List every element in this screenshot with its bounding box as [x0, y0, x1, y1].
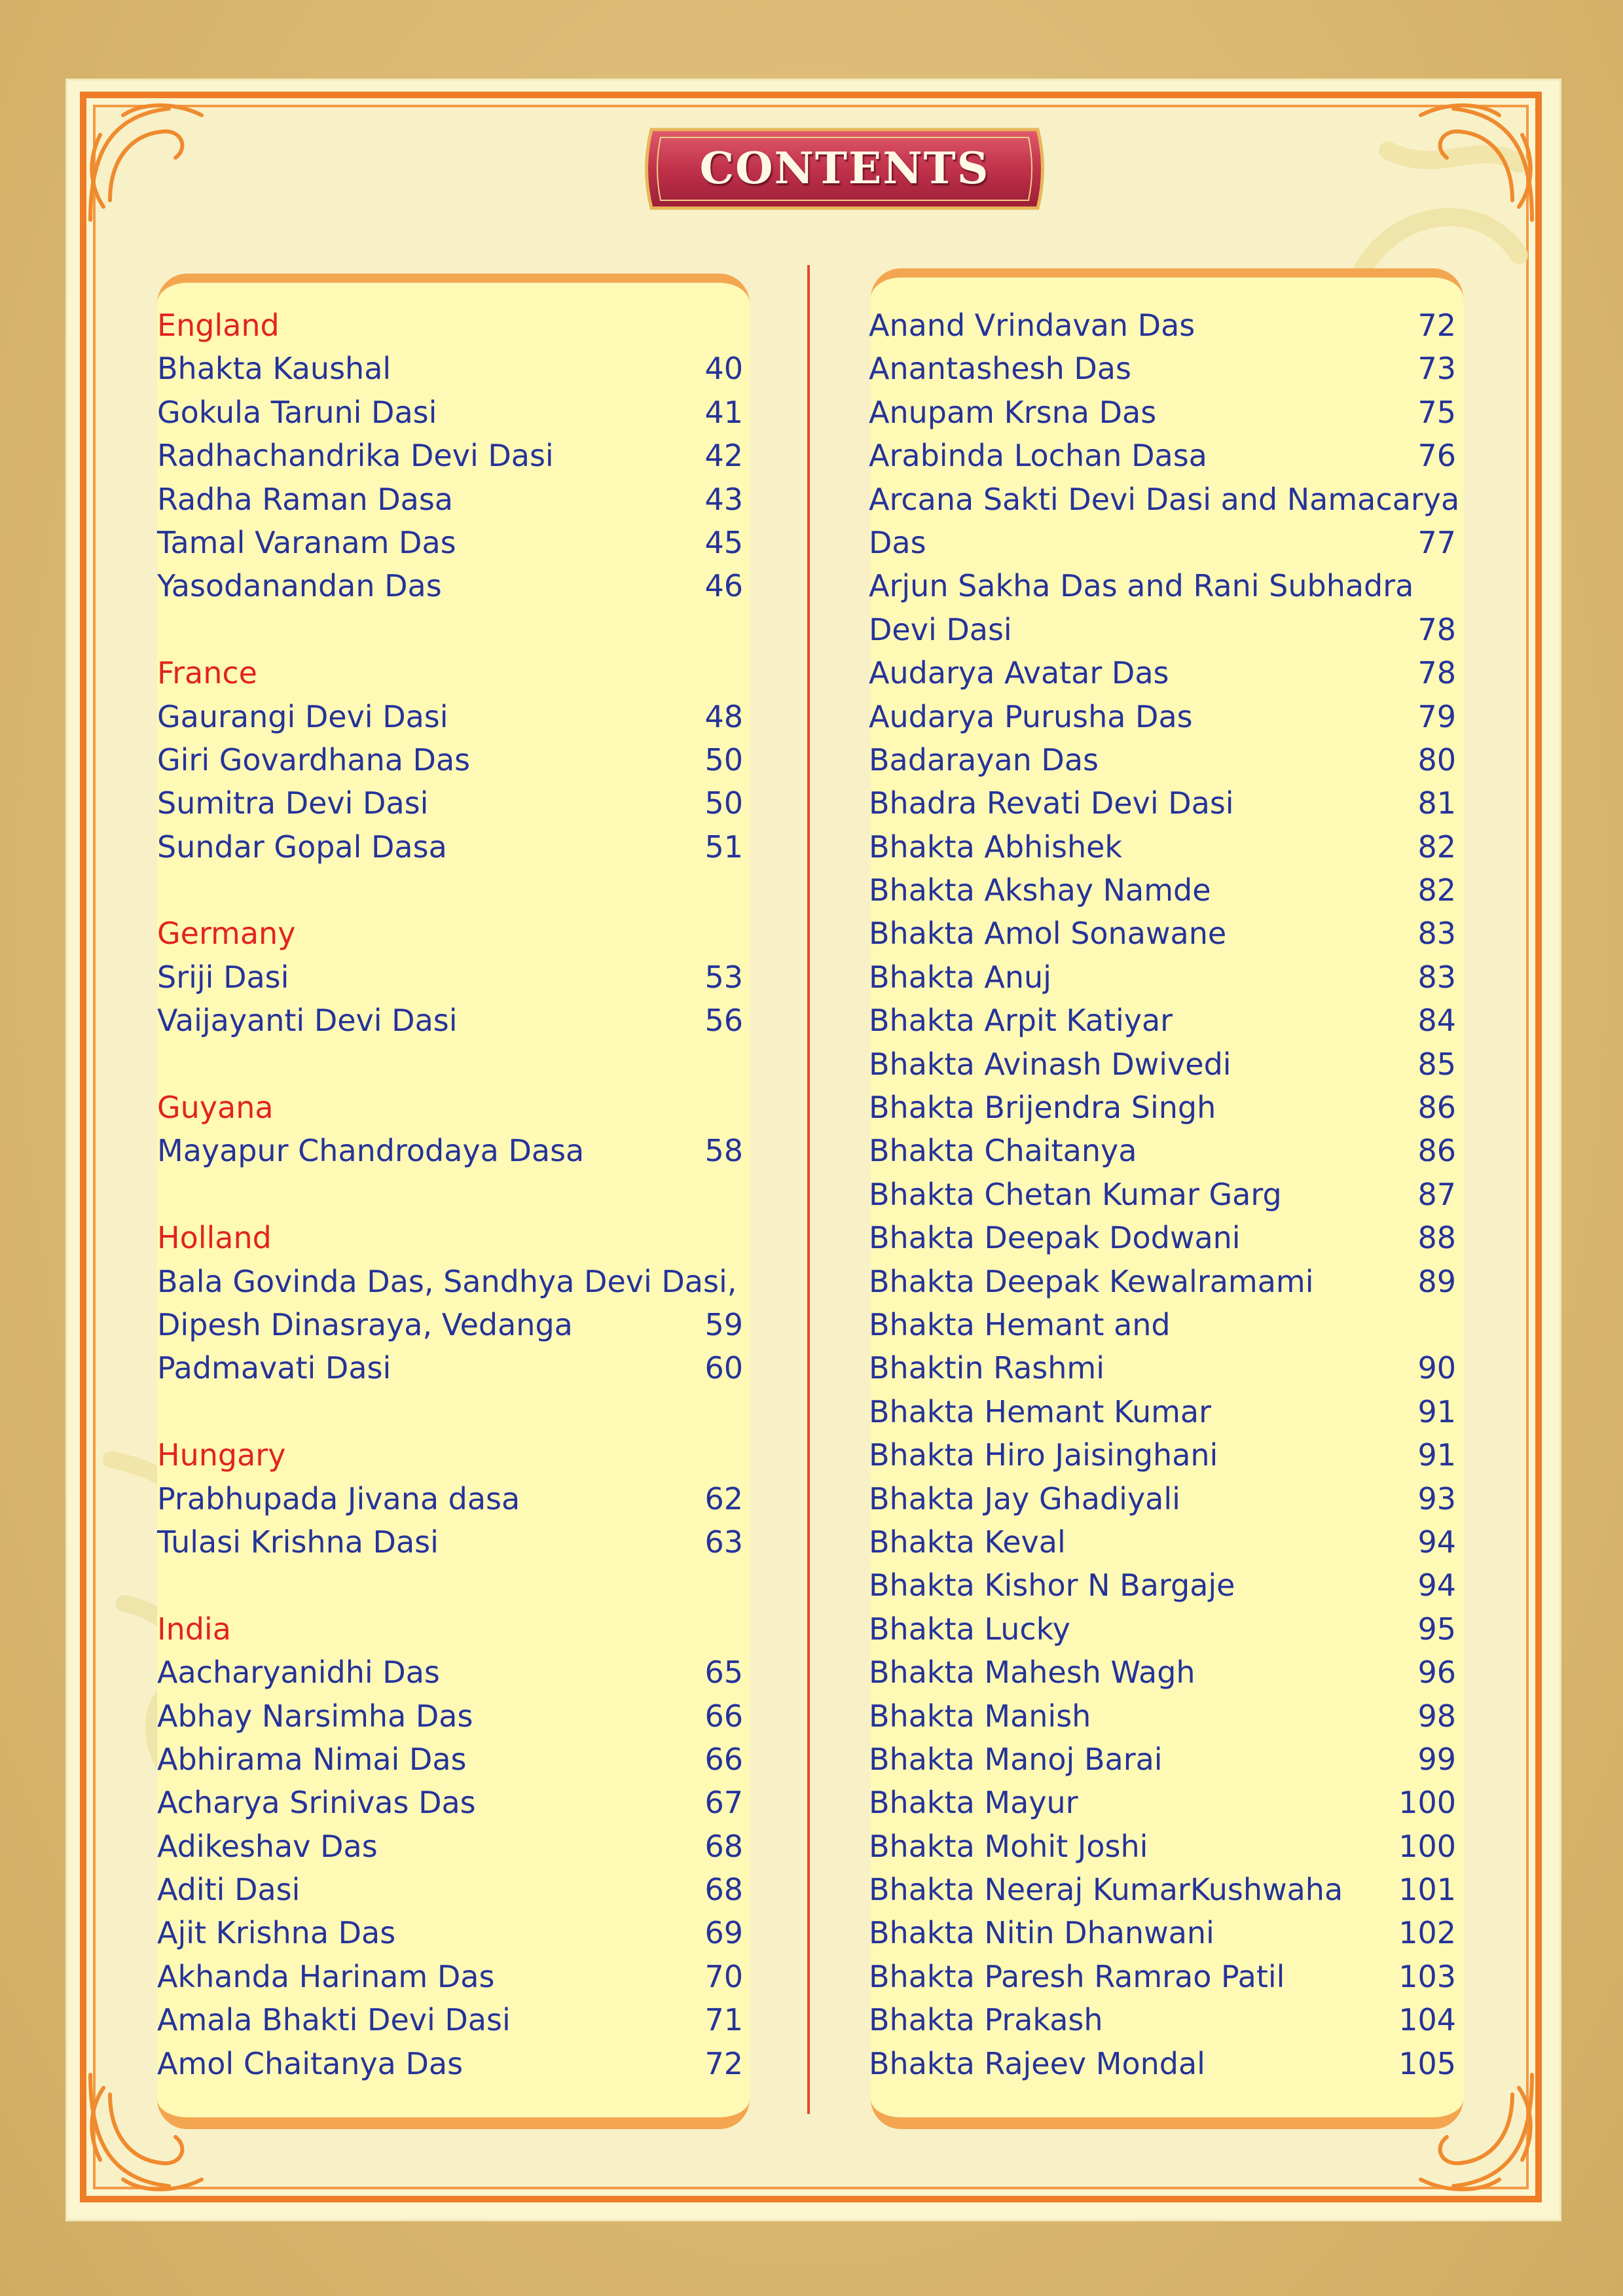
entry-name: Giri Govardhana Das: [157, 742, 471, 778]
entry-page-number: 70: [704, 1958, 743, 1994]
entry-page-number: 84: [1417, 1003, 1456, 1039]
entry-page-number: 66: [704, 1698, 743, 1734]
entry-page-number: 104: [1398, 2002, 1456, 2038]
entry-page-number: [1450, 564, 1456, 607]
entry-name: Arabinda Lochan Dasa: [869, 438, 1207, 474]
toc-entry[interactable]: [157, 564, 743, 607]
entry-page-number: 83: [1417, 916, 1456, 952]
entry-page-number: 81: [1417, 785, 1456, 821]
entry-name: Yasodanandan Das: [157, 568, 442, 604]
toc-entry[interactable]: [869, 347, 1456, 390]
entry-name: Gaurangi Devi Dasi: [157, 698, 448, 734]
toc-entry[interactable]: [157, 434, 743, 477]
toc-entry[interactable]: [869, 1998, 1456, 2041]
entry-page-number: 82: [1417, 829, 1456, 865]
entry-page-number: 40: [704, 351, 743, 387]
toc-entry[interactable]: [869, 564, 1456, 607]
section-spacer: [157, 608, 743, 651]
entry-name: Bhakta Brijendra Singh: [869, 1090, 1216, 1126]
entry-page-number: 99: [1417, 1741, 1456, 1777]
entry-name: Arjun Sakha Das and Rani Subhadra: [869, 568, 1414, 604]
entry-name: Gokula Taruni Dasi: [157, 394, 437, 430]
entry-name: Bhakta Jay Ghadiyali: [869, 1480, 1180, 1516]
toc-entry[interactable]: [869, 825, 1456, 869]
corner-ornament-icon: [84, 96, 215, 226]
entry-page-number: 48: [704, 698, 743, 734]
country-heading: India: [157, 1611, 231, 1647]
entry-name: Bhakta Anuj: [869, 959, 1051, 995]
section-spacer: [157, 1390, 743, 1433]
entry-page-number: 93: [1417, 1480, 1456, 1516]
toc-entry[interactable]: [869, 304, 1456, 347]
entry-page-number: 71: [704, 2002, 743, 2038]
toc-entry[interactable]: [869, 738, 1456, 781]
entry-name: Abhay Narsimha Das: [157, 1698, 473, 1734]
toc-entry[interactable]: [869, 999, 1456, 1042]
entry-name: Bhakta Keval: [869, 1524, 1066, 1560]
entry-page-number: 101: [1398, 1872, 1456, 1908]
toc-entry[interactable]: [869, 1303, 1456, 1346]
toc-entry[interactable]: [869, 1607, 1456, 1651]
toc-entry[interactable]: [157, 347, 743, 390]
entry-page-number: 51: [704, 829, 743, 865]
entry-page-number: 96: [1417, 1655, 1456, 1691]
entry-name: Bhakta Nitin Dhanwani: [869, 1915, 1214, 1951]
entry-page-number: 75: [1417, 394, 1456, 430]
entry-page-number: 62: [704, 1480, 743, 1516]
entry-page-number: 82: [1417, 872, 1456, 908]
entry-name: Bala Govinda Das, Sandhya Devi Dasi,: [157, 1263, 737, 1299]
toc-entry[interactable]: [157, 1911, 743, 1954]
toc-entry[interactable]: [869, 781, 1456, 825]
entry-page-number: 66: [704, 1741, 743, 1777]
entry-name: Adikeshav Das: [157, 1828, 378, 1864]
toc-entry[interactable]: [157, 1520, 743, 1564]
entry-name: Bhaktin Rashmi: [869, 1350, 1104, 1386]
entry-name: Bhakta Abhishek: [869, 829, 1123, 865]
toc-entry[interactable]: [869, 1911, 1456, 1954]
entry-page-number: 50: [704, 742, 743, 778]
entry-name: Vaijayanti Devi Dasi: [157, 1003, 458, 1039]
entry-page-number: 78: [1417, 655, 1456, 691]
toc-entry[interactable]: [157, 1651, 743, 1694]
entry-name: Badarayan Das: [869, 742, 1099, 778]
entry-page-number: 46: [704, 568, 743, 604]
entry-name: Bhakta Kaushal: [157, 351, 392, 387]
entry-name: Acharya Srinivas Das: [157, 1785, 476, 1821]
entry-name: Audarya Avatar Das: [869, 655, 1169, 691]
toc-entry[interactable]: [869, 1346, 1456, 1390]
entry-page-number: 68: [704, 1828, 743, 1864]
entry-name: Sriji Dasi: [157, 959, 289, 995]
entry-name: Bhakta Mohit Joshi: [869, 1828, 1148, 1864]
entry-name: Tamal Varanam Das: [157, 524, 456, 560]
entry-name: Radha Raman Dasa: [157, 481, 453, 517]
entry-name: Bhakta Kishor N Bargaje: [869, 1568, 1235, 1604]
toc-entry[interactable]: [157, 1868, 743, 1911]
entry-page-number: 80: [1417, 742, 1456, 778]
section-spacer: [157, 1043, 743, 1086]
entry-name: Bhakta Hemant and: [869, 1306, 1171, 1342]
entry-page-number: 67: [704, 1785, 743, 1821]
entry-name: Anantashesh Das: [869, 351, 1131, 387]
entry-name: Bhakta Mahesh Wagh: [869, 1655, 1195, 1691]
toc-entry[interactable]: [157, 1998, 743, 2041]
toc-entry[interactable]: [869, 1129, 1456, 1172]
entry-page-number: 100: [1398, 1828, 1456, 1864]
toc-entry[interactable]: [869, 1564, 1456, 1607]
entry-page-number: 98: [1417, 1698, 1456, 1734]
entry-page-number: 63: [704, 1524, 743, 1560]
entry-page-number: 86: [1417, 1090, 1456, 1126]
entry-name: Ajit Krishna Das: [157, 1915, 396, 1951]
toc-entry[interactable]: [157, 478, 743, 521]
toc-entry[interactable]: [869, 1216, 1456, 1259]
entry-page-number: 42: [704, 438, 743, 474]
toc-entry[interactable]: [869, 1651, 1456, 1694]
entry-name: Bhakta Arpit Katiyar: [869, 1003, 1173, 1039]
toc-entry[interactable]: [157, 1738, 743, 1781]
entry-page-number: [1450, 1303, 1456, 1346]
entry-name: Das: [869, 524, 926, 560]
column-divider: [807, 265, 810, 2114]
section-spacer: [157, 869, 743, 912]
entry-page-number: 60: [704, 1350, 743, 1386]
toc-entry[interactable]: [869, 608, 1456, 651]
entry-page-number: 105: [1398, 2045, 1456, 2081]
entry-name: Devi Dasi: [869, 611, 1012, 647]
toc-entry[interactable]: [157, 1129, 743, 1172]
entry-name: Abhirama Nimai Das: [157, 1741, 467, 1777]
toc-entry[interactable]: [869, 478, 1460, 521]
entry-page-number: [1459, 478, 1466, 521]
entry-page-number: 87: [1417, 1176, 1456, 1212]
entry-name: Sundar Gopal Dasa: [157, 829, 447, 865]
entry-name: Sumitra Devi Dasi: [157, 785, 429, 821]
entry-name: Akhanda Harinam Das: [157, 1958, 495, 1994]
toc-entry[interactable]: [869, 434, 1456, 477]
right-column-list: [869, 304, 1460, 2085]
toc-entry[interactable]: [869, 1520, 1456, 1564]
toc-entry[interactable]: [157, 1695, 743, 1738]
entry-page-number: 86: [1417, 1133, 1456, 1169]
entry-page-number: 78: [1417, 611, 1456, 647]
entry-name: Bhakta Lucky: [869, 1611, 1070, 1647]
toc-entry[interactable]: [157, 695, 743, 738]
toc-entry[interactable]: [869, 1173, 1456, 1216]
toc-entry[interactable]: [869, 956, 1456, 999]
entry-page-number: 83: [1417, 959, 1456, 995]
entry-name: Bhadra Revati Devi Dasi: [869, 785, 1234, 821]
entry-name: Dipesh Dinasraya, Vedanga: [157, 1306, 573, 1342]
entry-name: Bhakta Akshay Namde: [869, 872, 1211, 908]
entry-page-number: 59: [704, 1306, 743, 1342]
toc-entry[interactable]: [869, 1868, 1456, 1911]
entry-page-number: 94: [1417, 1524, 1456, 1560]
entry-name: Padmavati Dasi: [157, 1350, 392, 1386]
toc-entry[interactable]: [869, 521, 1456, 564]
entry-page-number: 103: [1398, 1958, 1456, 1994]
toc-entry[interactable]: [869, 1043, 1456, 1086]
entry-page-number: 89: [1417, 1263, 1456, 1299]
left-column-list: [157, 304, 743, 2085]
entry-name: Amala Bhakti Devi Dasi: [157, 2002, 511, 2038]
entry-page-number: 50: [704, 785, 743, 821]
entry-page-number: 65: [704, 1655, 743, 1691]
entry-name: Mayapur Chandrodaya Dasa: [157, 1133, 585, 1169]
toc-entry[interactable]: [157, 1825, 743, 1868]
toc-entry[interactable]: [157, 781, 743, 825]
toc-entry[interactable]: [157, 391, 743, 434]
toc-entry[interactable]: [157, 956, 743, 999]
entry-page-number: 85: [1417, 1046, 1456, 1082]
entry-page-number: 73: [1417, 351, 1456, 387]
toc-entry[interactable]: [869, 2042, 1456, 2085]
toc-entry[interactable]: [157, 2042, 743, 2085]
toc-entry[interactable]: [157, 825, 743, 869]
entry-page-number: 76: [1417, 438, 1456, 474]
entry-page-number: 88: [1417, 1220, 1456, 1256]
entry-name: Bhakta Prakash: [869, 2002, 1103, 2038]
toc-entry[interactable]: [869, 1738, 1456, 1781]
entry-page-number: 41: [704, 394, 743, 430]
entry-page-number: 102: [1398, 1915, 1456, 1951]
entry-name: Amol Chaitanya Das: [157, 2045, 464, 2081]
entry-name: Anupam Krsna Das: [869, 394, 1157, 430]
toc-entry[interactable]: [869, 391, 1456, 434]
entry-page-number: 72: [1417, 308, 1456, 343]
toc-entry[interactable]: [869, 1955, 1456, 1998]
entry-name: Bhakta Chetan Kumar Garg: [869, 1176, 1282, 1212]
entry-page-number: 77: [1417, 524, 1456, 560]
country-heading: Germany: [157, 916, 296, 952]
entry-page-number: 72: [704, 2045, 743, 2081]
entry-page-number: 94: [1417, 1568, 1456, 1604]
entry-name: Bhakta Avinash Dwivedi: [869, 1046, 1231, 1082]
toc-entry[interactable]: [157, 1477, 743, 1520]
toc-entry[interactable]: [869, 1390, 1456, 1433]
entry-name: Tulasi Krishna Dasi: [157, 1524, 439, 1560]
toc-entry[interactable]: [869, 1477, 1456, 1520]
toc-entry[interactable]: [869, 1086, 1456, 1129]
section-spacer: [157, 1173, 743, 1216]
entry-page-number: 91: [1417, 1437, 1456, 1473]
entry-name: Aditi Dasi: [157, 1872, 301, 1908]
entry-page-number: 100: [1398, 1785, 1456, 1821]
toc-entry[interactable]: [869, 912, 1456, 955]
entry-name: Arcana Sakti Devi Dasi and Namacarya: [869, 481, 1460, 517]
entry-page-number: 69: [704, 1915, 743, 1951]
entry-page-number: 53: [704, 959, 743, 995]
page-title: CONTENTS: [699, 143, 990, 194]
toc-entry[interactable]: [157, 1346, 743, 1390]
entry-name: Bhakta Amol Sonawane: [869, 916, 1227, 952]
entry-name: Bhakta Paresh Ramrao Patil: [869, 1958, 1285, 1994]
entry-name: Anand Vrindavan Das: [869, 308, 1195, 343]
entry-page-number: [737, 1260, 743, 1303]
country-heading: Hungary: [157, 1437, 286, 1473]
entry-name: Bhakta Neeraj KumarKushwaha: [869, 1872, 1343, 1908]
entry-page-number: 95: [1417, 1611, 1456, 1647]
toc-entry[interactable]: [157, 738, 743, 781]
entry-name: Bhakta Hiro Jaisinghani: [869, 1437, 1218, 1473]
entry-page-number: 79: [1417, 698, 1456, 734]
entry-name: Bhakta Deepak Kewalramami: [869, 1263, 1314, 1299]
section-spacer: [157, 1564, 743, 1607]
toc-entry[interactable]: [869, 1433, 1456, 1477]
country-heading: Guyana: [157, 1090, 274, 1126]
entry-page-number: 90: [1417, 1350, 1456, 1386]
country-heading: France: [157, 655, 257, 691]
toc-entry[interactable]: [157, 1955, 743, 1998]
toc-entry[interactable]: [869, 869, 1456, 912]
toc-entry[interactable]: [869, 1781, 1456, 1824]
entry-name: Bhakta Chaitanya: [869, 1133, 1137, 1169]
toc-entry[interactable]: [869, 695, 1456, 738]
toc-entry[interactable]: [157, 1303, 743, 1346]
entry-page-number: 56: [704, 1003, 743, 1039]
entry-name: Bhakta Manish: [869, 1698, 1091, 1734]
entry-page-number: 58: [704, 1133, 743, 1169]
entry-name: Bhakta Rajeev Mondal: [869, 2045, 1205, 2081]
entry-page-number: 91: [1417, 1393, 1456, 1429]
toc-entry[interactable]: [869, 651, 1456, 694]
entry-name: Bhakta Manoj Barai: [869, 1741, 1163, 1777]
country-heading: Holland: [157, 1220, 272, 1256]
entry-name: Aacharyanidhi Das: [157, 1655, 440, 1691]
toc-entry[interactable]: [157, 521, 743, 564]
country-heading: England: [157, 308, 280, 343]
entry-name: Audarya Purusha Das: [869, 698, 1193, 734]
toc-entry[interactable]: [157, 1260, 743, 1303]
toc-entry[interactable]: [869, 1260, 1456, 1303]
entry-name: Bhakta Deepak Dodwani: [869, 1220, 1241, 1256]
entry-name: Prabhupada Jivana dasa: [157, 1480, 520, 1516]
entry-page-number: 68: [704, 1872, 743, 1908]
entry-page-number: 43: [704, 481, 743, 517]
entry-name: Radhachandrika Devi Dasi: [157, 438, 554, 474]
toc-entry[interactable]: [869, 1825, 1456, 1868]
entry-page-number: 45: [704, 524, 743, 560]
toc-entry[interactable]: [157, 999, 743, 1042]
toc-entry[interactable]: [869, 1695, 1456, 1738]
corner-ornament-icon: [1408, 96, 1539, 226]
entry-name: Bhakta Hemant Kumar: [869, 1393, 1212, 1429]
entry-name: Bhakta Mayur: [869, 1785, 1078, 1821]
toc-entry[interactable]: [157, 1781, 743, 1824]
